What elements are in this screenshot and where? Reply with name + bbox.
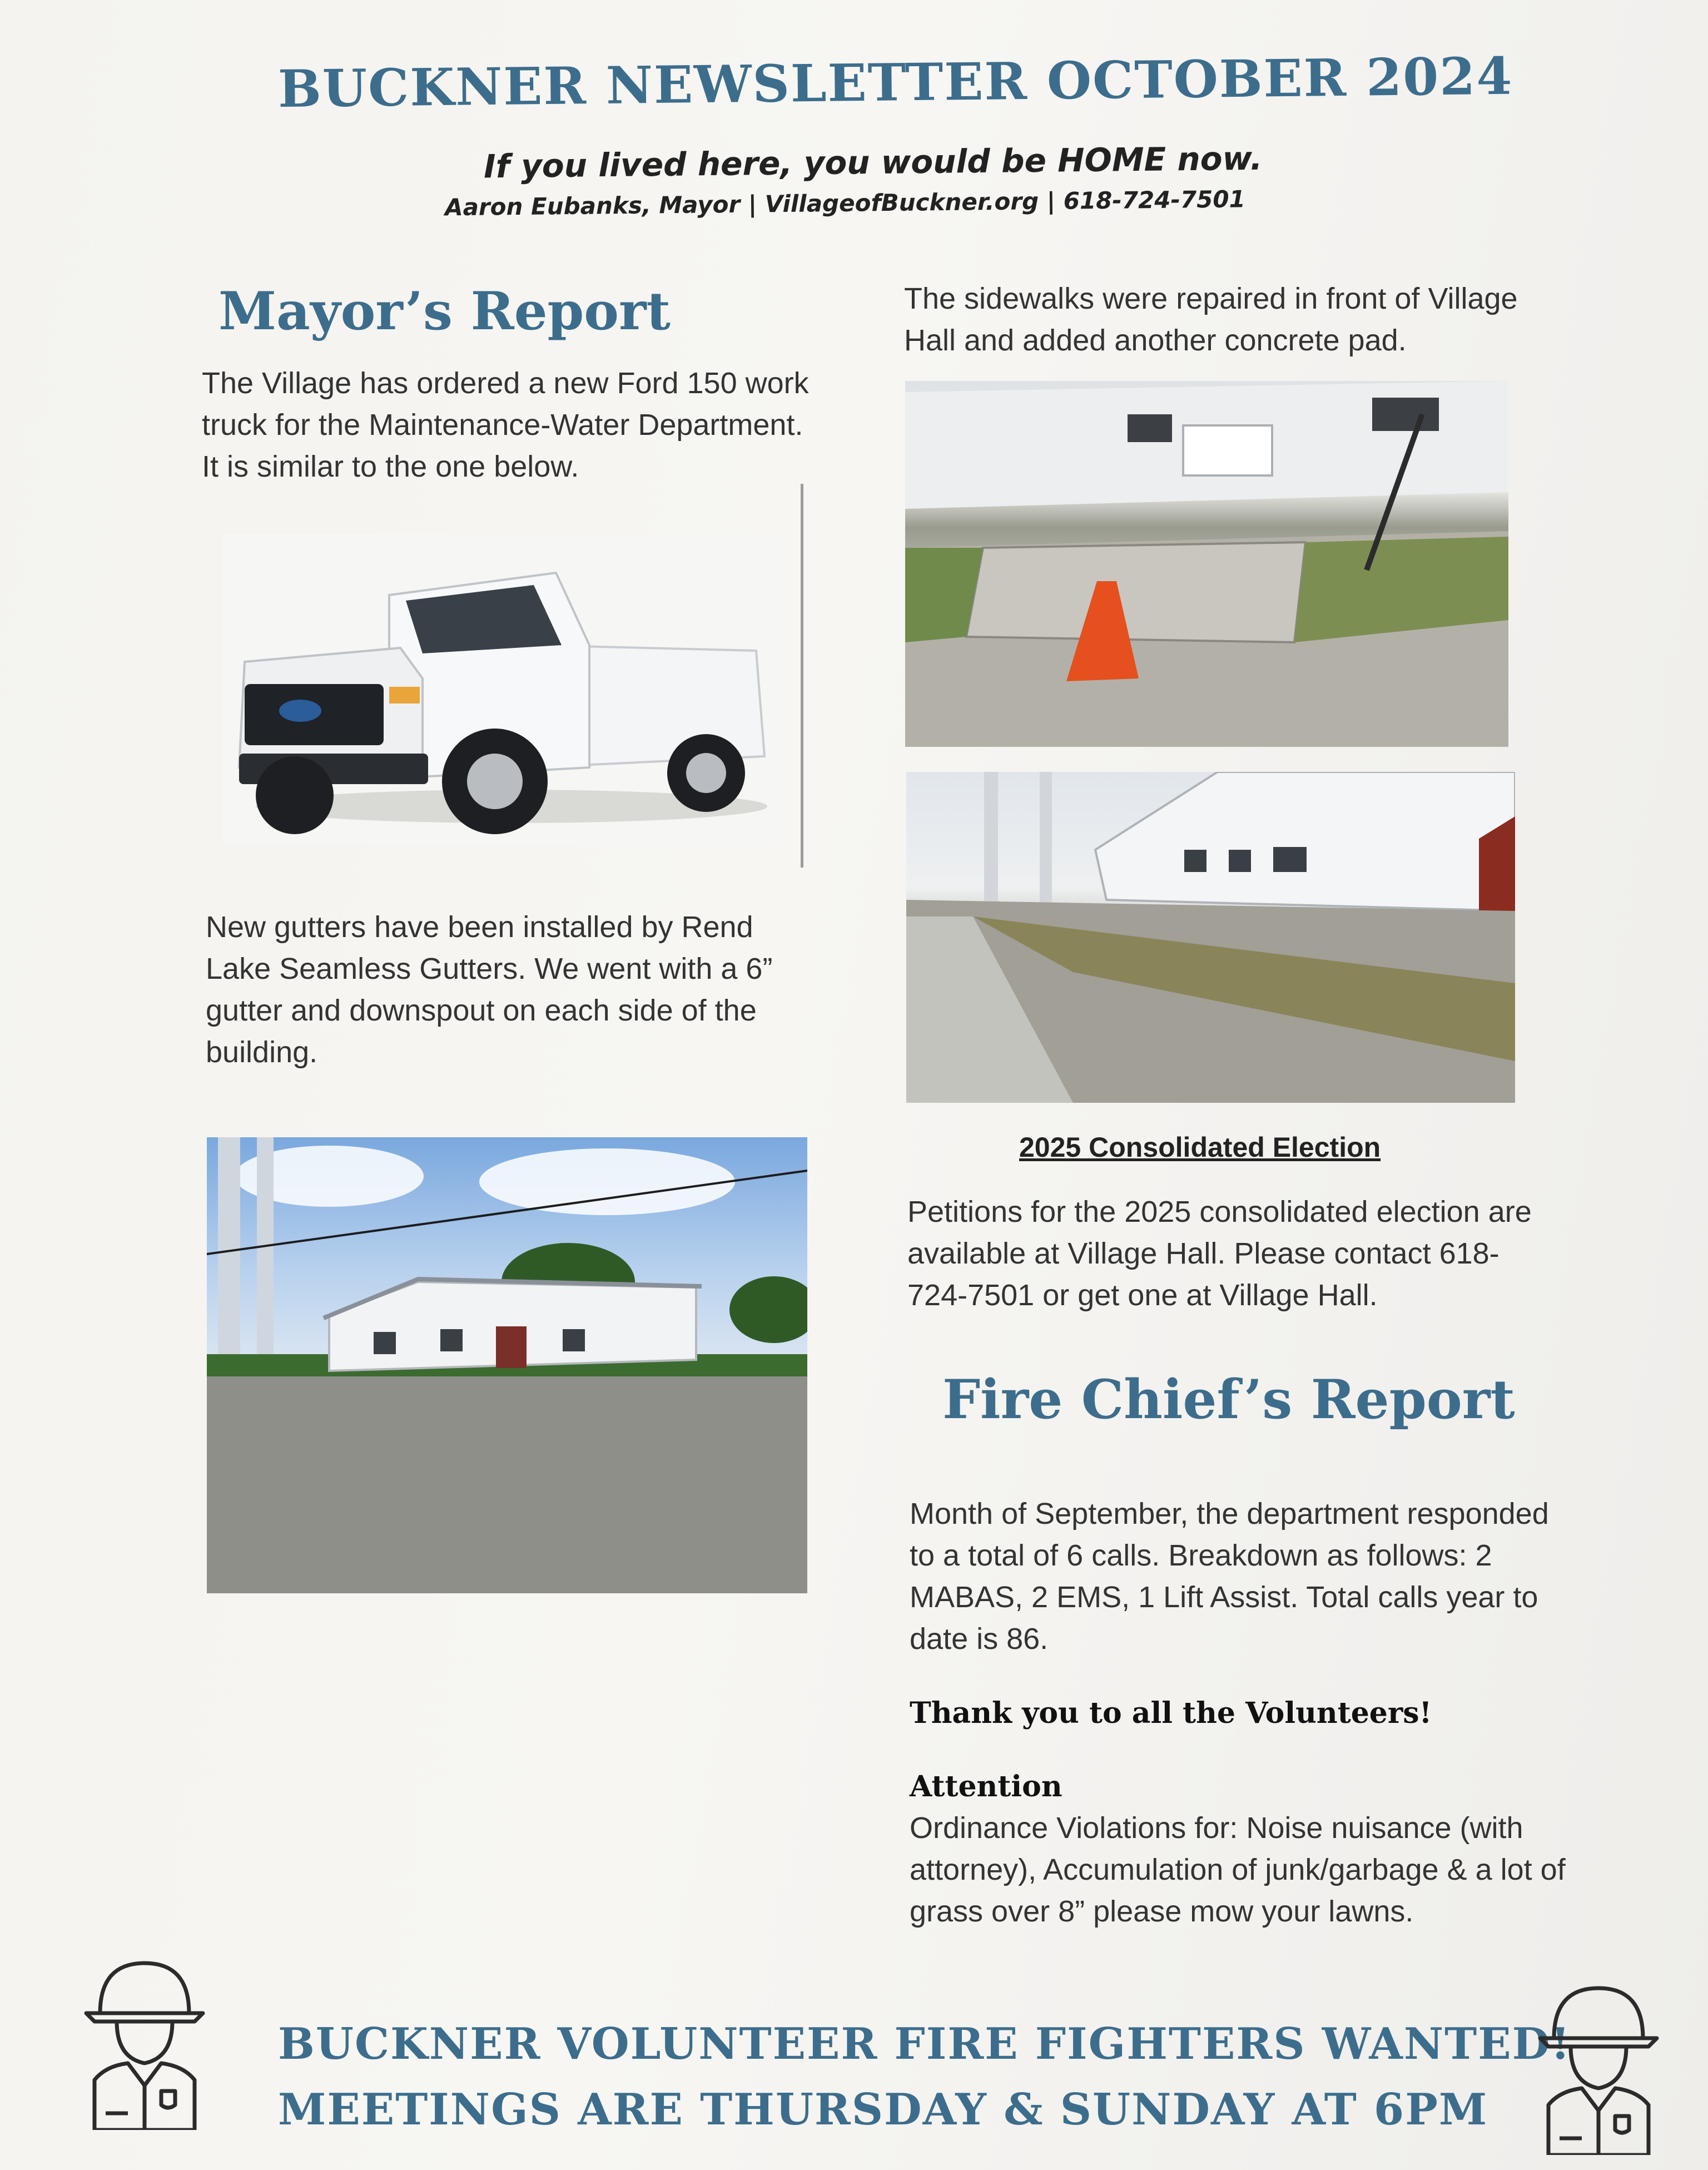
election-heading: 2025 Consolidated Election [1019, 1132, 1381, 1163]
newsletter-tagline: If you lived here, you would be HOME now. [483, 139, 1263, 186]
column-divider [801, 484, 803, 868]
truck-paragraph: The Village has ordered a new Ford 150 work truck for the Maintenance-Water Department. It is similar to the one below. [202, 366, 809, 483]
truck-illustration [222, 534, 778, 845]
newsletter-title: BUCKNER NEWSLETTER OCTOBER 2024 [277, 46, 1513, 119]
mayor-report-heading: Mayor’s Report [219, 281, 671, 342]
sidewalk-paragraph: The sidewalks were repaired in front of Village Hall and added another concrete pad. [904, 282, 1518, 357]
footer-line-2: MEETINGS ARE THURSDAY & SUNDAY AT 6PM [278, 2084, 1488, 2135]
sidewalk-photo [905, 381, 1508, 747]
newsletter-contact: Aaron Eubanks, Mayor | VillageofBuckner.org | 618-724-7501 [444, 185, 1246, 221]
attention-heading: Attention [910, 1770, 1062, 1804]
village-hall-side-illustration [906, 772, 1515, 1103]
thanks-volunteers: Thank you to all the Volunteers! [910, 1696, 1432, 1730]
truck-photo [222, 534, 778, 845]
footer-line-1: BUCKNER VOLUNTEER FIRE FIGHTERS WANTED! [278, 2019, 1571, 2069]
sidewalk-illustration [905, 381, 1508, 747]
attention-paragraph: Ordinance Violations for: Noise nuisance (with attorney), Accumulation of junk/garbage & a lot of grass over 8” please mow your lawns. [910, 1811, 1566, 1928]
village-hall-illustration [207, 1137, 807, 1593]
firefighter-icon [1532, 1977, 1665, 2155]
fire-report-paragraph: Month of September, the department responded to a total of 6 calls. Breakdown as follows: 2 MABAS, 2 EMS, 1 Lift Assist. Total calls year to date is 86. [910, 1497, 1549, 1656]
village-hall-side-photo [906, 772, 1515, 1103]
election-paragraph: Petitions for the 2025 consolidated election are available at Village Hall. Please contact 618-724-7501 or get one at Village Hall. [907, 1195, 1532, 1312]
gutters-paragraph: New gutters have been installed by Rend Lake Seamless Gutters. We went with a 6” gutter and downspout on each side of the building. [206, 910, 773, 1069]
firefighter-icon [78, 1952, 211, 2130]
village-hall-photo [207, 1137, 807, 1593]
fire-chief-heading: Fire Chief’s Report [942, 1368, 1515, 1431]
